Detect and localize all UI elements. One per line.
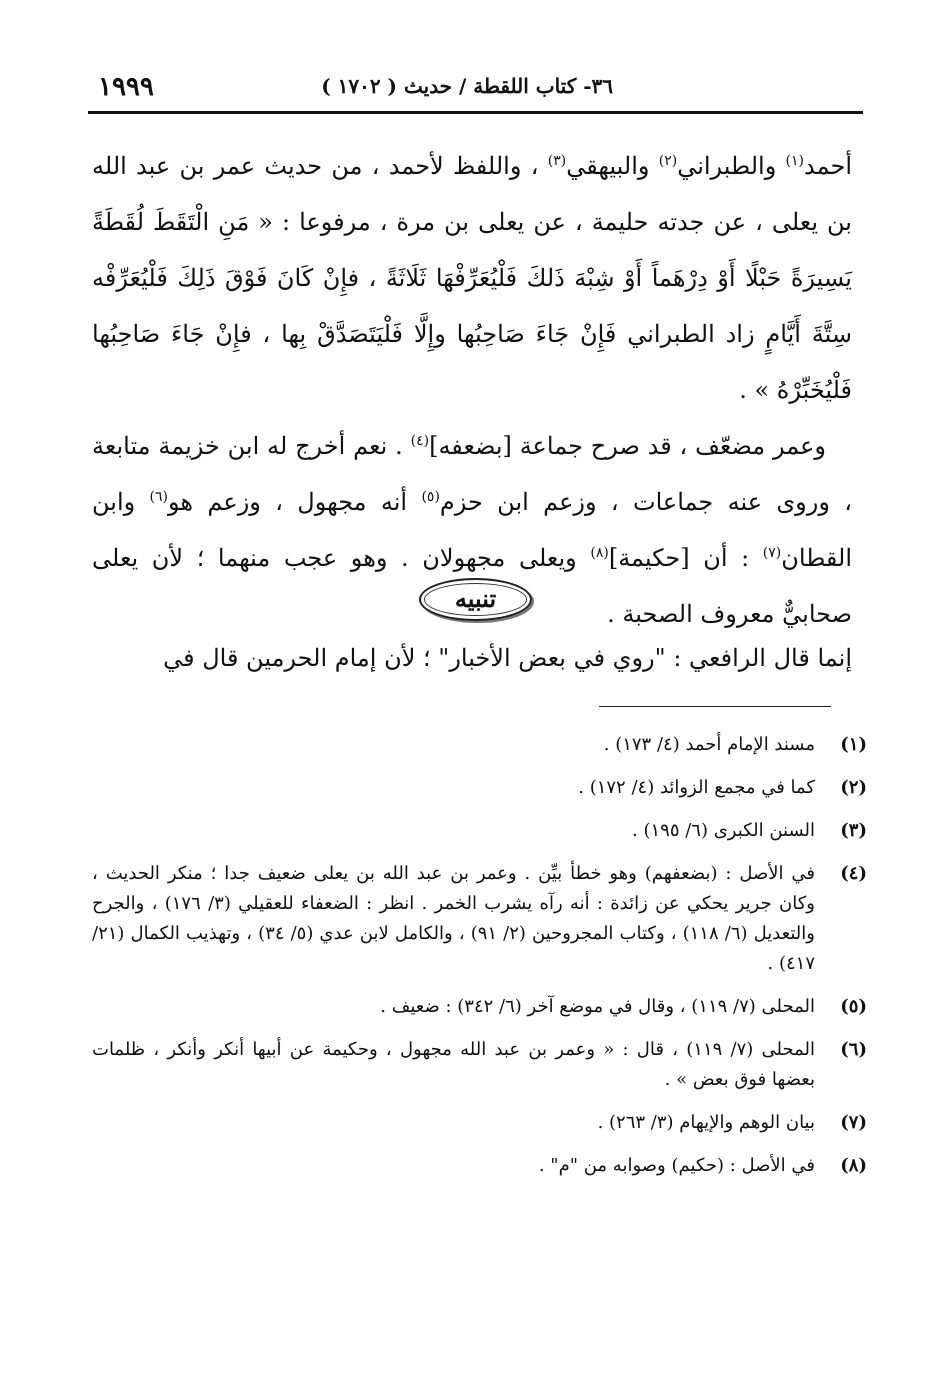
text-run: ، واللفظ لأحمد ، من حديث عمر بن عبد الله بن يعلى ، عن جدته حليمة ، عن يعلى بن مرة ، مرفوعا : « مَنِ الْتَقَطَ لُقَطَةً يَسِيرَةً حَبْلًا أَوْ دِرْهَماً أَوْ شِبْهَ ذَلكَ فَلْيُعَرِّفْهَا ثَلَاثَةً ، فإِنْ كَانَ فَوْقَ ذَلِكَ فَلْيُعَرِّفْه سِتَّةَ أَيَّامٍ زاد الطبراني فَإِنْ جَاءَ صَاحِبُها وإِلَّا فَلْيَتَصَدَّقْ بِها ، فإِنْ جَاءَ صَاحِبُها فَلْيُخَبِّرْهُ » . bbox=[92, 152, 852, 404]
footnote-text: في الأصل : (حكيم) وصوابه من "م" . bbox=[538, 1155, 815, 1176]
page-number: ١٩٩٩ bbox=[98, 72, 154, 102]
footnote-number: (٦) bbox=[840, 1039, 867, 1060]
text-run: والطبراني bbox=[677, 152, 786, 180]
main-text bbox=[92, 138, 852, 642]
footnote-ref-1[interactable]: (١) bbox=[785, 153, 805, 169]
footnote-6 bbox=[92, 1035, 867, 1095]
paragraph-1 bbox=[92, 138, 852, 418]
main-text-continued bbox=[92, 630, 852, 686]
text-run: وعمر مضعّف ، قد صرح جماعة [بضعفه] bbox=[429, 432, 826, 460]
footnote-ref-8[interactable]: (٨) bbox=[590, 545, 609, 561]
footnote-text: السنن الكبرى (٦/ ١٩٥) . bbox=[632, 820, 815, 841]
footnote-3 bbox=[92, 816, 867, 846]
footnote-2 bbox=[92, 773, 867, 803]
text-run: والبيهقي bbox=[566, 152, 659, 180]
section-heading-tanbih: تنبيه bbox=[419, 578, 532, 621]
footnote-4 bbox=[92, 859, 867, 979]
running-title: ٣٦- كتاب اللقطة / حديث ( ١٧٠٢ ) bbox=[321, 74, 613, 98]
footnote-ref-6[interactable]: (٦) bbox=[149, 489, 169, 505]
footnote-text: المحلى (٧/ ١١٩) ، وقال في موضع آخر (٦/ ٣٤٢) : ضعيف . bbox=[380, 996, 815, 1017]
footnote-number: (٧) bbox=[840, 1112, 867, 1133]
footnote-ref-5[interactable]: (٥) bbox=[421, 489, 440, 505]
footnote-number: (٤) bbox=[840, 863, 867, 884]
footnote-number: (٢) bbox=[840, 777, 867, 798]
footnote-1 bbox=[92, 730, 867, 760]
text-run: أنه مجهول ، وزعم هو bbox=[168, 488, 422, 516]
footnote-ref-3[interactable]: (٣) bbox=[547, 153, 567, 169]
footnote-text: كما في مجمع الزوائد (٤/ ١٧٢) . bbox=[578, 777, 815, 798]
footnote-text: مسند الإمام أحمد (٤/ ١٧٣) . bbox=[603, 734, 815, 755]
footnote-number: (٣) bbox=[840, 820, 867, 841]
footnote-5 bbox=[92, 992, 867, 1022]
footnote-number: (١) bbox=[840, 734, 867, 755]
footnote-text: بيان الوهم والإيهام (٣/ ٢٦٣) . bbox=[597, 1112, 815, 1133]
page-header bbox=[88, 70, 863, 110]
text-run: أحمد bbox=[804, 152, 852, 180]
text-run: : أن [حكيمة] bbox=[608, 544, 763, 572]
paragraph-3: إنما قال الرافعي : "روي في بعض الأخبار" ؛ لأن إمام الحرمين قال في bbox=[163, 644, 852, 672]
footnote-number: (٥) bbox=[840, 996, 867, 1017]
footnote-number: (٨) bbox=[840, 1155, 867, 1176]
footnote-text: في الأصل : (بضعفهم) وهو خطأ بيِّن . وعمر بن عبد الله بن يعلى ضعيف جدا ؛ منكر الحديث ، وكان جرير يحكي عن زائدة : أنه رآه يشرب الخمر . انظر : الضعفاء للعقيلي (٣/ ١٧٦) ، والجرح والتعديل (٦/ ١١٨) ، وكتاب المجروحين (٢/ ٩١) ، والكامل لابن عدي (٥/ ٣٤) ، وتهذيب الكمال (٢١/ ٤١٧) . bbox=[92, 863, 815, 974]
footnote-text: المحلى (٧/ ١١٩) ، قال : « وعمر بن عبد الله مجهول ، وحكيمة عن أبيها أنكر وأنكر ، ظلمات بعضها فوق بعض » . bbox=[92, 1039, 815, 1090]
footnote-separator bbox=[599, 706, 831, 707]
footnote-8 bbox=[92, 1151, 867, 1181]
text-run: . نعم أخرج له ابن خزيمة متابعة ، وروى عنه جماعات ، وزعم ابن حزم bbox=[92, 432, 853, 516]
header-rule bbox=[88, 111, 863, 114]
footnotes bbox=[92, 730, 867, 1194]
footnote-ref-2[interactable]: (٢) bbox=[658, 153, 678, 169]
section-heading-wrap bbox=[0, 572, 951, 628]
footnote-ref-4[interactable]: (٤) bbox=[410, 433, 430, 449]
text-run: ويعلى مجهولان . وهو عجب منهما ؛ لأن يعلى صحابيٌّ معروف الصحبة . bbox=[92, 544, 852, 628]
footnote-7 bbox=[92, 1108, 867, 1138]
text-run: وابن القطان bbox=[92, 488, 852, 572]
footnote-ref-7[interactable]: (٧) bbox=[762, 545, 782, 561]
